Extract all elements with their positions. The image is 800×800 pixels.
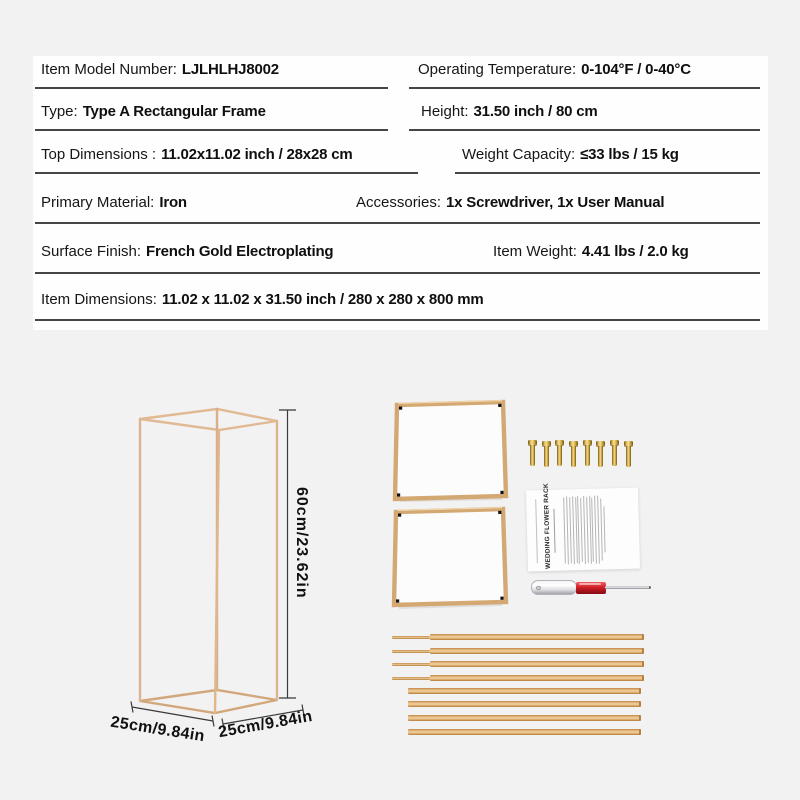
manual-fine-print — [563, 491, 605, 568]
spec-value: 1x Screwdriver, 1x User Manual — [446, 194, 665, 211]
screw — [555, 440, 564, 467]
rod-plain — [408, 715, 641, 721]
spec-label: Height: — [421, 103, 469, 120]
screwdriver-collar — [576, 582, 606, 594]
spec-label: Type: — [41, 103, 78, 120]
spec-value: Iron — [159, 194, 187, 211]
rod-plain — [408, 729, 641, 735]
spec-value: Type A Rectangular Frame — [82, 103, 266, 120]
frame-panel-top — [395, 401, 506, 501]
height-dimension-label: 60cm/23.62in — [293, 487, 310, 599]
rod-plain — [408, 688, 641, 694]
user-manual-page — [529, 482, 637, 569]
manual-title: WEDDING FLOWER RACK — [542, 482, 553, 569]
screw — [528, 440, 537, 467]
spec-value: ≤33 lbs / 15 kg — [580, 146, 679, 163]
rod-plain — [408, 701, 641, 707]
manual-subtitle-line — [554, 508, 556, 552]
spec-label: Primary Material: — [41, 194, 155, 211]
spec-value: 0-104°F / 0-40°C — [581, 61, 691, 78]
spec-label: Operating Temperature: — [418, 61, 577, 78]
screw — [610, 440, 619, 467]
screwdriver-shaft — [605, 586, 651, 590]
spec-label: Surface Finish: — [41, 243, 142, 260]
rod-with-tip — [430, 634, 644, 640]
spec-label: Item Dimensions: — [41, 291, 157, 308]
spec-label: Accessories: — [356, 194, 442, 211]
spec-value: 11.02 x 11.02 x 31.50 inch / 280 x 280 x 800 mm — [161, 291, 484, 308]
spec-label: Item Weight: — [493, 243, 577, 260]
user-manual — [526, 482, 640, 572]
spec-label: Item Model Number: — [41, 61, 177, 78]
rod-with-tip — [430, 661, 644, 667]
spec-label: Top Dimensions : — [41, 146, 157, 163]
manual-header-line — [535, 499, 538, 563]
screw — [596, 441, 605, 468]
spec-value: LJLHLHJ8002 — [181, 61, 279, 78]
rod-with-tip — [430, 648, 644, 654]
spec-value: 31.50 inch / 80 cm — [473, 103, 598, 120]
screwdriver-handle — [531, 580, 577, 595]
base-depth-dimension-label: 25cm/9.84in — [109, 713, 206, 746]
spec-value: 4.41 lbs / 2.0 kg — [581, 243, 689, 260]
screwdriver-handle-hole — [536, 586, 541, 591]
spec-value: 11.02x11.02 inch / 28x28 cm — [161, 146, 353, 163]
frame-panel-bottom — [394, 508, 506, 608]
base-width-dimension-label: 25cm/9.84in — [217, 707, 314, 742]
rod-with-tip — [430, 675, 644, 681]
stand-wireframe — [140, 409, 277, 713]
spec-label: Weight Capacity: — [462, 146, 576, 163]
screw — [624, 441, 633, 468]
spec-value: French Gold Electroplating — [146, 243, 334, 260]
screw — [583, 440, 592, 467]
screw — [569, 441, 578, 468]
screw — [542, 441, 551, 468]
